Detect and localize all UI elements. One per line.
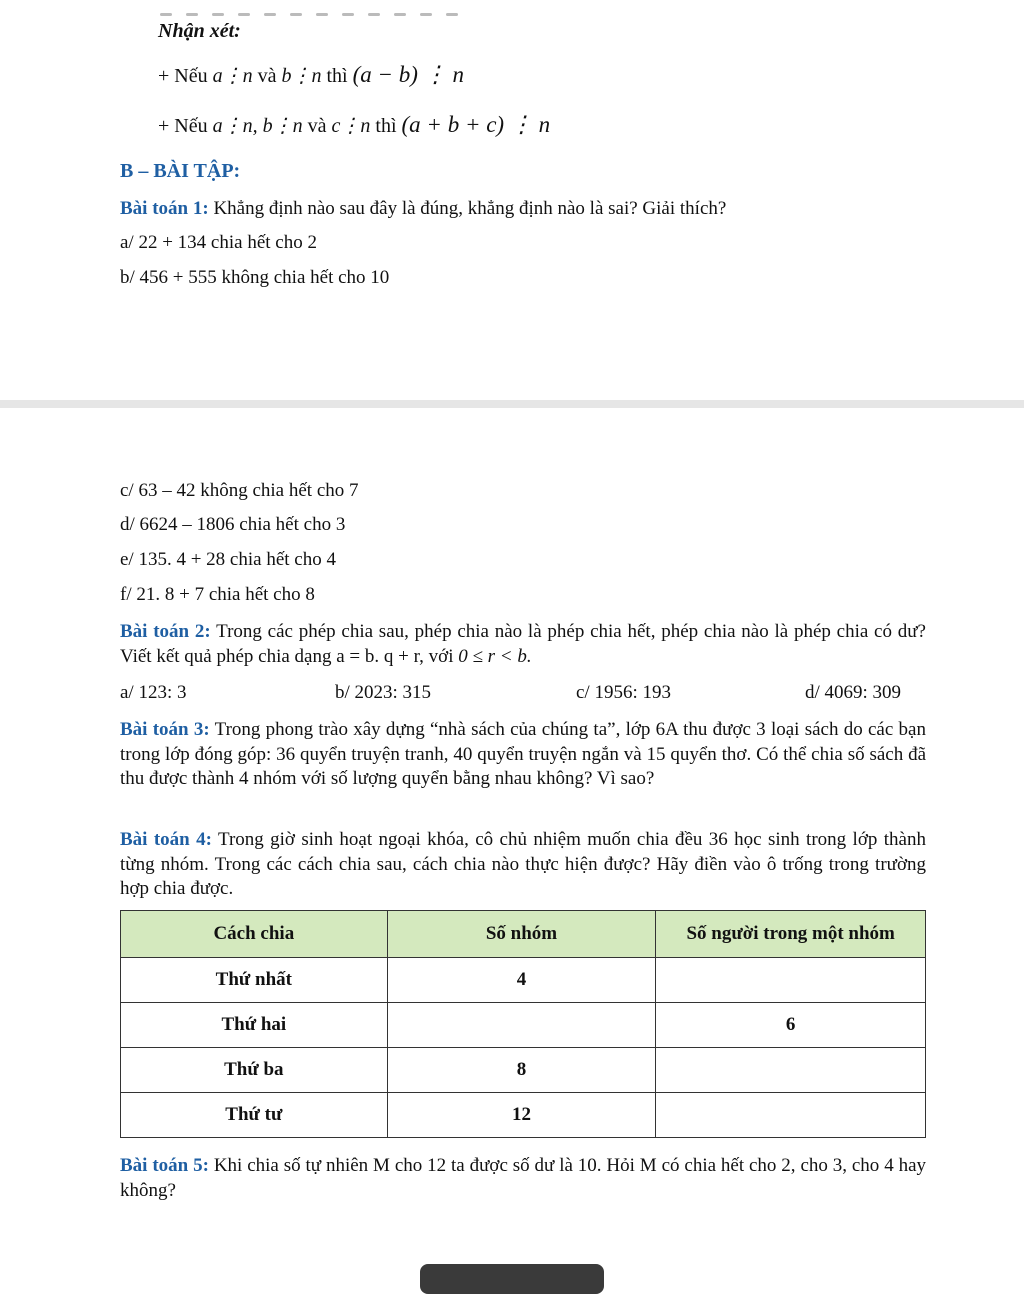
- problem-1-item-b: b/ 456 + 555 không chia hết cho 10: [120, 267, 390, 288]
- problem-3-label: Bài toán 3:: [120, 719, 210, 740]
- grouping-table: [120, 910, 926, 1138]
- section-title: B – BÀI TẬP:: [120, 160, 241, 182]
- table-header-cell: Số người trong một nhóm: [656, 911, 926, 958]
- page-break-divider: [0, 400, 1024, 408]
- problem-3-statement: [120, 718, 926, 792]
- problem-4-text: Trong giờ sinh hoạt ngoại khóa, cô chủ nhiệm muốn chia đều 36 học sinh trong lớp thành từng nhóm. Trong các cách chia sau, cách chia nào thực hiện được? Hãy điền vào ô trống trong trường hợp chia được.: [120, 829, 926, 899]
- problem-1-item-e: e/ 135. 4 + 28 chia hết cho 4: [120, 549, 336, 570]
- problem-4-statement: [120, 828, 926, 902]
- table-cell: 12: [387, 1093, 656, 1138]
- problem-2-statement: [120, 620, 926, 669]
- table-cell: 8: [387, 1048, 656, 1093]
- table-row: [121, 1048, 926, 1093]
- scroll-handle[interactable]: [420, 1264, 604, 1294]
- problem-2-item-c: c/ 1956: 193: [576, 682, 671, 703]
- table-header-row: [121, 911, 926, 958]
- problem-2-label: Bài toán 2:: [120, 621, 211, 642]
- remark-line-2-math1: a⋮n, b⋮n: [212, 115, 303, 137]
- table-cell: 4: [387, 958, 656, 1003]
- table-cell: 6: [656, 1003, 926, 1048]
- problem-5-label: Bài toán 5:: [120, 1155, 209, 1176]
- remark-line-1-math2: b⋮n: [281, 65, 322, 87]
- problem-3-text: Trong phong trào xây dựng “nhà sách của chúng ta”, lớp 6A thu được 3 loại sách do các bạn trong lớp đóng góp: 36 quyển truyện tranh, 40 quyển truyện ngắn và 15 quyển thơ. Có thể chia số sách đã thu được thành 4 nhóm với số lượng quyển bằng nhau không? Vì sao?: [120, 719, 926, 789]
- remark-line-1: [158, 62, 464, 88]
- problem-2-item-d: d/ 4069: 309: [805, 682, 902, 703]
- table-cell: Thứ hai: [121, 1003, 388, 1048]
- remark-line-2-prefix: + Nếu: [158, 115, 208, 137]
- table-cell-blank[interactable]: [656, 1048, 926, 1093]
- remark-line-2-then: thì: [375, 115, 397, 137]
- problem-4-label: Bài toán 4:: [120, 829, 212, 850]
- remark-line-1-prefix: + Nếu: [158, 65, 208, 87]
- problem-1-text: Khẳng định nào sau đây là đúng, khẳng định nào là sai? Giải thích?: [213, 198, 727, 219]
- table-cell-blank[interactable]: [656, 958, 926, 1003]
- remark-line-1-and: và: [257, 65, 277, 87]
- problem-1-item-f: f/ 21. 8 + 7 chia hết cho 8: [120, 584, 315, 605]
- table-cell-blank[interactable]: [656, 1093, 926, 1138]
- remark-line-1-math1: a⋮n: [212, 65, 253, 87]
- problem-1-label: Bài toán 1:: [120, 198, 209, 219]
- problem-5-text: Khi chia số tự nhiên M cho 12 ta được số dư là 10. Hỏi M có chia hết cho 2, cho 3, cho 4 hay không?: [120, 1155, 927, 1201]
- table-row: [121, 1093, 926, 1138]
- problem-1-statement: [120, 196, 726, 222]
- problem-5-statement: [120, 1154, 926, 1203]
- table-header-cell: Cách chia: [121, 911, 388, 958]
- problem-2-text: Trong các phép chia sau, phép chia nào là phép chia hết, phép chia nào là phép chia có dư? Viết kết quả phép chia dạng a = b. q + r, với: [120, 621, 926, 667]
- table-row: [121, 1003, 926, 1048]
- problem-1-item-a: a/ 22 + 134 chia hết cho 2: [120, 232, 317, 253]
- table-header-cell: Số nhóm: [387, 911, 656, 958]
- table-cell: Thứ tư: [121, 1093, 388, 1138]
- remark-line-1-then: thì: [326, 65, 348, 87]
- problem-2-item-a: a/ 123: 3: [120, 682, 187, 703]
- remark-line-1-result: (a − b) ⋮ n: [352, 62, 464, 87]
- problem-2-item-b: b/ 2023: 315: [335, 682, 432, 703]
- problem-2-condition: 0 ≤ r < b.: [458, 645, 532, 667]
- remark-line-2-result: (a + b + c) ⋮ n: [401, 112, 551, 137]
- remark-line-2-math2: c⋮n: [331, 115, 371, 137]
- table-cell-blank[interactable]: [387, 1003, 656, 1048]
- cropped-top-line: [160, 0, 520, 4]
- table-row: [121, 958, 926, 1003]
- table-cell: Thứ nhất: [121, 958, 388, 1003]
- problem-1-item-c: c/ 63 – 42 không chia hết cho 7: [120, 480, 359, 501]
- table-cell: Thứ ba: [121, 1048, 388, 1093]
- remark-line-2: [158, 112, 550, 138]
- remark-line-2-and: và: [307, 115, 327, 137]
- problem-1-item-d: d/ 6624 – 1806 chia hết cho 3: [120, 514, 346, 535]
- remark-title: Nhận xét:: [158, 20, 241, 42]
